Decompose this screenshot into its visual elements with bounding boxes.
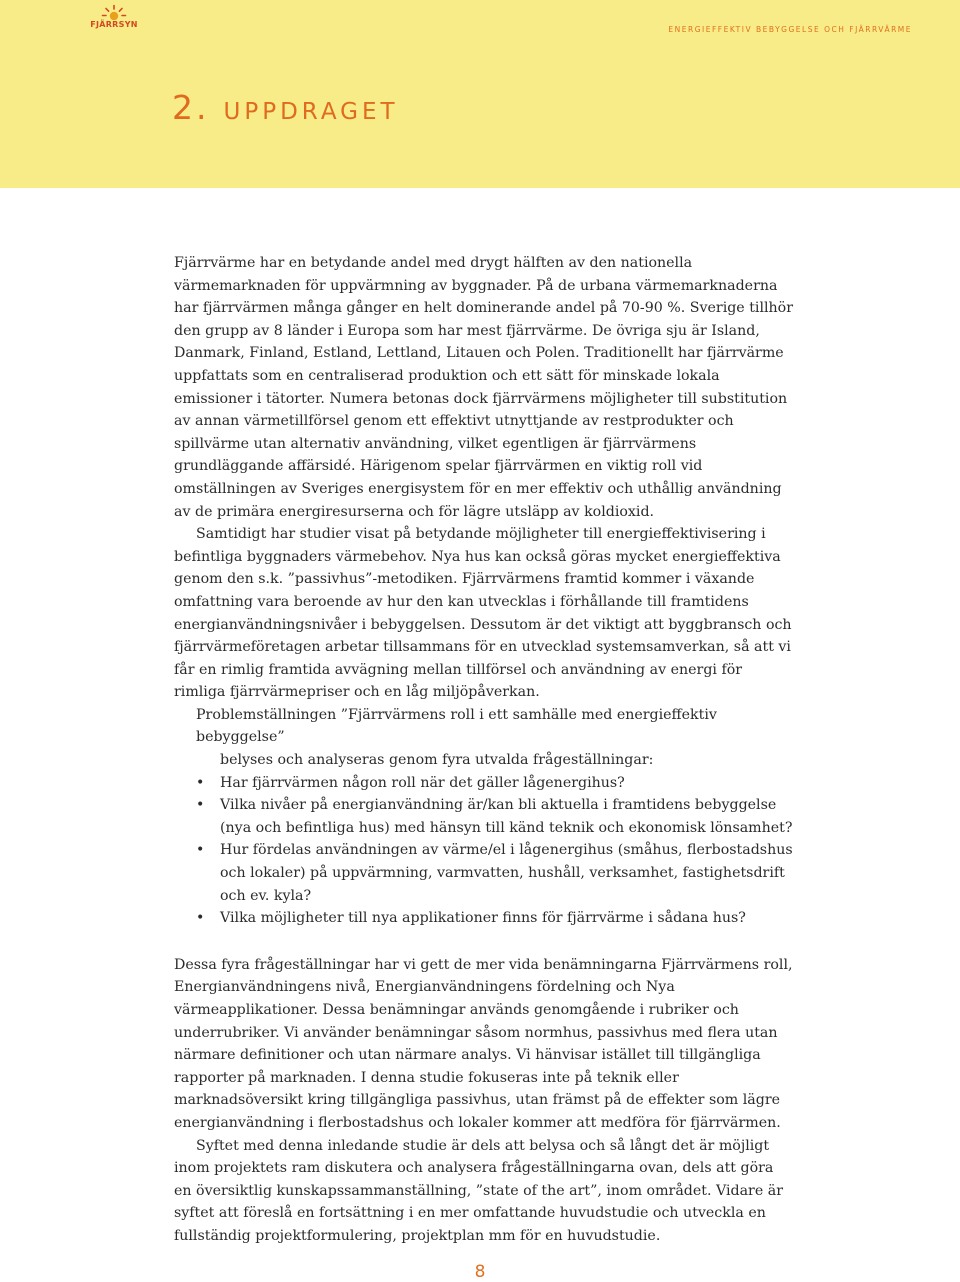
paragraph-2: Samtidigt har studier visat på betydande möjligheter till energieffektivisering i befintliga byggnaders värmebehov. Nya hus kan också göras mycket energieffektiva genom den s.k. ”passivhus”-metodiken. Fjärrvärmens framtid kommer i växande omfattning vara beroende av hur den kan utvecklas i förhållande till framtidens energianvändningsnivåer i bebyggelsen. Dessutom är det viktigt att byggbransch och fjärrvärmeföretagen arbetar tillsammans för en utvecklad systemsamverkan, så att vi får en rimlig framtida avvägning mellan tillförsel och användning av energi för rimliga fjärrvärmepriser och en låg miljöpåverkan. [174,526,792,701]
bullet-icon: • [196,910,205,927]
problem-statement-continued: belyses och analyseras genom fyra utvalda frågeställningar: [220,752,654,769]
chapter-title-text: uppdraget [223,88,399,127]
sun-icon [100,4,128,20]
spacer [174,930,794,954]
body-text [174,252,794,1248]
problem-statement: Problemställningen ”Fjärrvärmens roll i ett samhälle med energieffektiv bebyggelse” [196,706,717,746]
header-band [0,0,960,188]
list-item [196,772,794,795]
list-item-text: Vilka möjligheter till nya applikationer finns för fjärrvärme i sådana hus? [220,910,746,927]
list-item [196,794,794,839]
list-item-text: Vilka nivåer på energianvändning är/kan bli aktuella i framtidens bebyggelse (nya och befintliga hus) med hänsyn till känd teknik och ekonomisk lönsamhet? [220,797,793,836]
question-list [174,772,794,930]
paragraph-4: Syftet med denna inledande studie är dels att belysa och så långt det är möjligt inom projektets ram diskutera och analysera frågeställningarna ovan, dels att göra en översiktlig kunskapssammanställning, ”state of the art”, inom området. Vidare är syftet att föreslå en fortsättning i en mer omfattande huvudstudie och utveckla en fullständig projektformulering, projektplan mm för en huvudstudie. [174,1137,783,1244]
fjarrsyn-logo [88,4,140,32]
list-item [196,839,794,907]
bullet-icon: • [196,774,205,791]
running-head: ENERGIEFFEKTIV BEBYGGELSE OCH FJÄRRVÄRME [668,25,912,34]
paragraph-3: Dessa fyra frågeställningar har vi gett de mer vida benämningarna Fjärrvärmens roll, Energianvändningens nivå, Energianvändningens fördelning och Nya värmeapplikationer. Dessa benämningar används genomgående i rubriker och underrubriker. Vi använder benämningar såsom normhus, passivhus med flera utan närmare definitioner och utan närmare analys. Vi hänvisar istället till tillgängliga rapporter på marknaden. I denna studie fokuseras inte på teknik eller marknadsöversikt kring tillgängliga passivhus, utan främst på de effekter som lägre energianvändning i flerbostadshus och lokaler kommer att medföra för fjärrvärmen. [174,956,793,1131]
list-item [196,907,794,930]
list-item-text: Har fjärrvärmen någon roll när det gäller lågenergihus? [220,774,625,791]
logo-text: FJÄRRSYN [90,20,138,29]
chapter-title [172,88,399,127]
list-item-text: Hur fördelas användningen av värme/el i lågenergihus (småhus, flerbostadshus och lokaler) på uppvärmning, varmvatten, hushåll, verksamhet, fastighetsdrift och ev. kyla? [220,842,793,904]
bullet-icon: • [196,842,205,859]
paragraph-1: Fjärrvärme har en betydande andel med drygt hälften av den nationella värmemarknaden för uppvärmning av byggnader. På de urbana värmemarknaderna har fjärrvärmen många gånger en helt dominerande andel på 70-90 %. Sverige tillhör den grupp av 8 länder i Europa som har mest fjärrvärme. De övriga sju är Island, Danmark, Finland, Estland, Lettland, Litauen och Polen. Traditionellt har fjärrvärme uppfattats som en centraliserad produktion och ett sätt för minskade lokala emissioner i tätorter. Numera betonas dock fjärrvärmens möjligheter till substitution av annan värmetillförsel genom ett effektivt utnyttjande av restprodukter och spillvärme utan alternativ användning, vilket egentligen är fjärrvärmens grundläggande affärsidé. Härigenom spelar fjärrvärmen en viktig roll vid omställningen av Sveriges energisystem för en mer effektiv och uthållig användning av de primära energiresurserna och för lägre utsläpp av koldioxid. [174,255,793,520]
chapter-number: 2. [172,88,210,127]
bullet-icon: • [196,797,205,814]
page-number: 8 [474,1262,486,1282]
